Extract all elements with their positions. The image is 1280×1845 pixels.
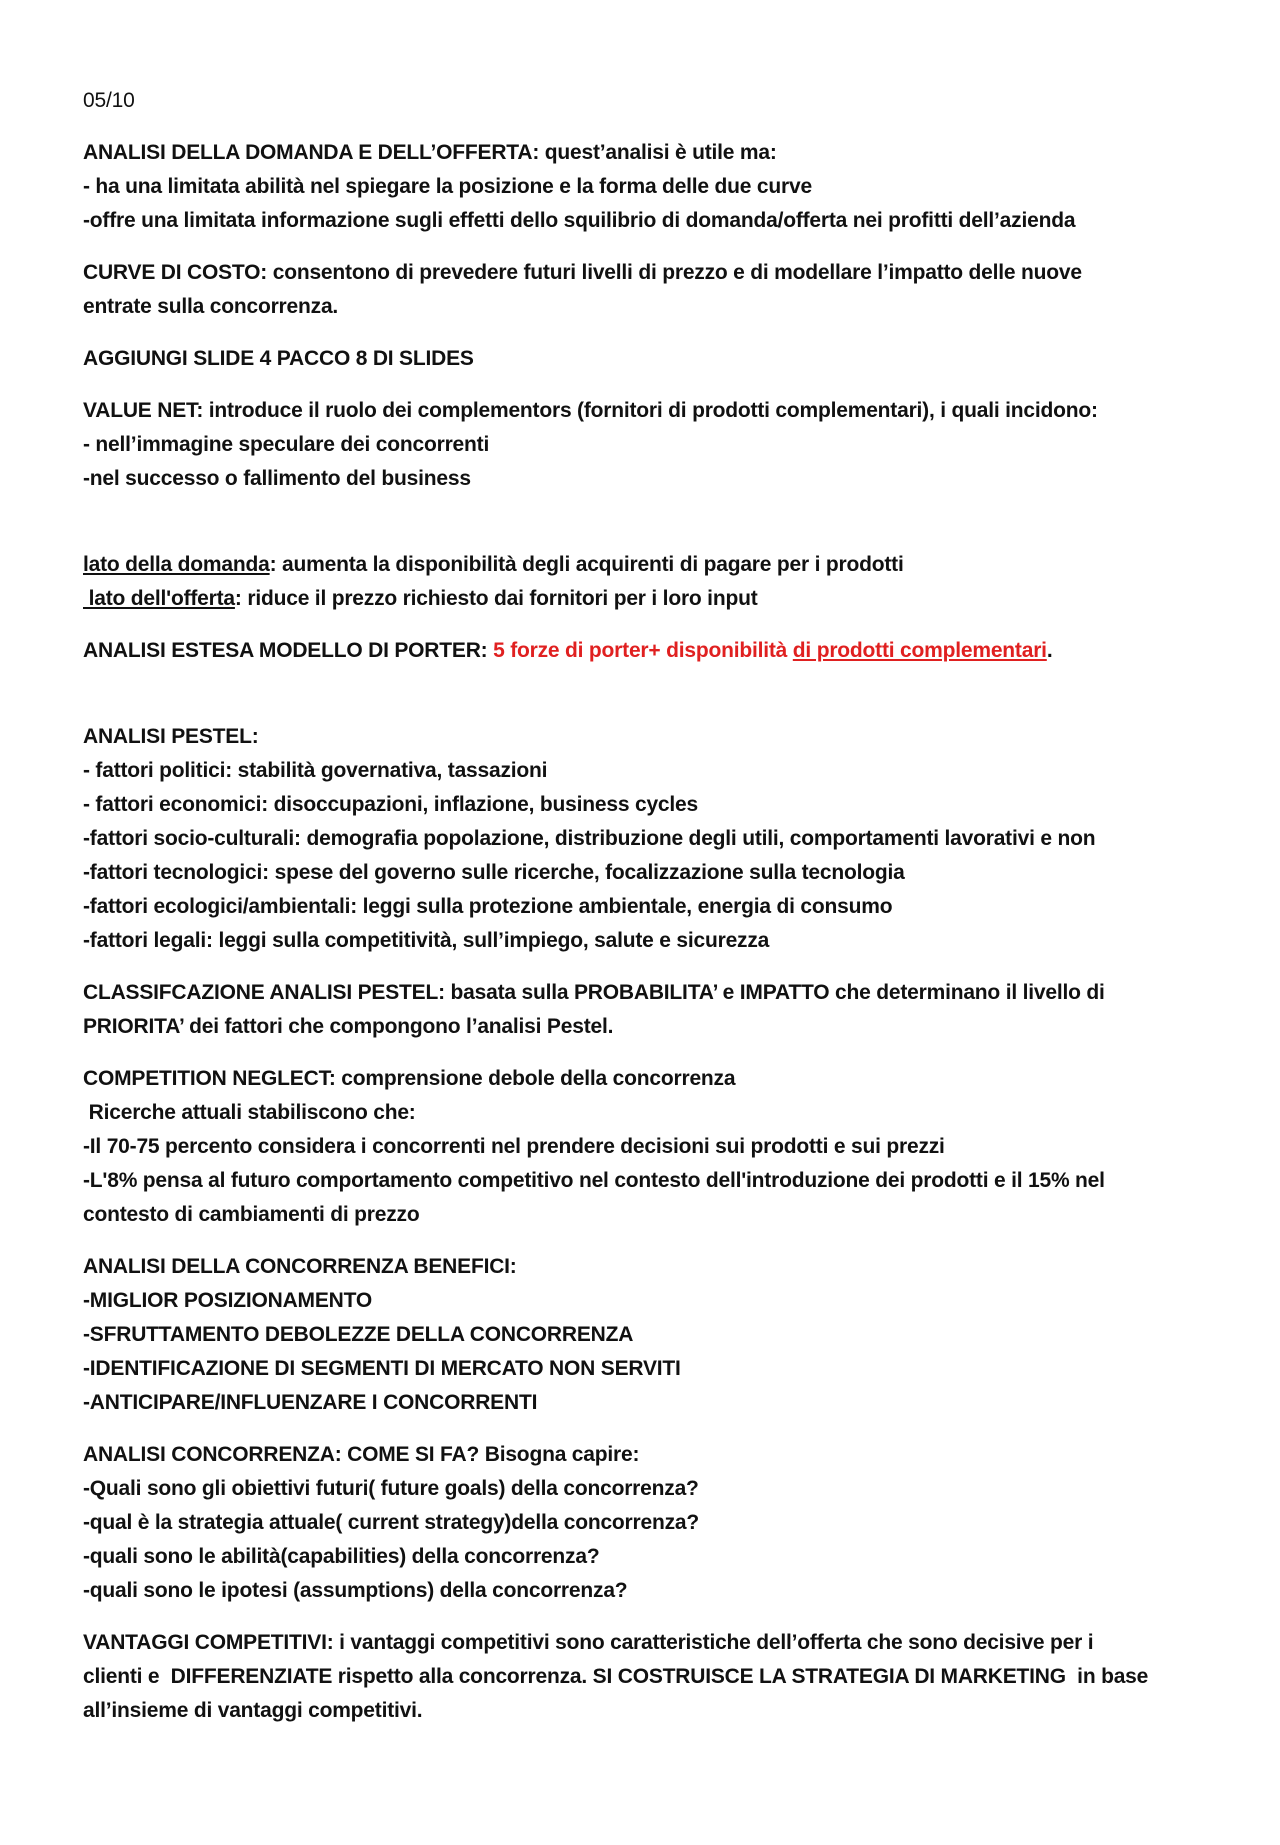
section-vantaggi-competitivi xyxy=(83,1626,1213,1728)
section-curve-di-costo xyxy=(83,256,1213,324)
term-definition: : riduce il prezzo richiesto dai fornitori per i loro input xyxy=(234,587,758,610)
underlined-term: lato dell'offerta xyxy=(83,587,235,610)
document-page xyxy=(83,84,1213,1746)
section-line: -quali sono le abilità(capabilities) della concorrenza? xyxy=(83,1545,600,1568)
section-line: -Quali sono gli obiettivi futuri( future goals) della concorrenza? xyxy=(83,1477,699,1500)
section-porter xyxy=(83,634,1213,668)
section-line: -ANTICIPARE/INFLUENZARE I CONCORRENTI xyxy=(83,1391,538,1414)
underlined-term: lato della domanda xyxy=(83,553,270,576)
section-line: - nell’immagine speculare dei concorrenti xyxy=(83,433,490,456)
section-line: - fattori economici: disoccupazioni, inflazione, business cycles xyxy=(83,793,699,816)
section-pestel xyxy=(83,720,1213,958)
section-line: CURVE DI COSTO: consentono di prevedere futuri livelli di prezzo e di modellare l’impatto delle nuove xyxy=(83,261,1082,284)
section-line: -nel successo o fallimento del business xyxy=(83,467,471,490)
section-line: -fattori socio-culturali: demografia popolazione, distribuzione degli utili, comportamenti lavorativi e non xyxy=(83,827,1096,850)
section-line: ANALISI DELLA DOMANDA E DELL’OFFERTA: quest’analisi è utile ma: xyxy=(83,141,777,164)
section-line: VANTAGGI COMPETITIVI: i vantaggi competitivi sono caratteristiche dell’offerta che sono decisive per i xyxy=(83,1631,1094,1654)
section-line: -fattori tecnologici: spese del governo sulle ricerche, focalizzazione sulla tecnologia xyxy=(83,861,905,884)
section-line: PRIORITA’ dei fattori che compongono l’analisi Pestel. xyxy=(83,1015,614,1038)
section-benefici xyxy=(83,1250,1213,1420)
section-line: Ricerche attuali stabiliscono che: xyxy=(83,1101,416,1124)
section-competition-neglect xyxy=(83,1062,1213,1232)
section-line: -fattori ecologici/ambientali: leggi sulla protezione ambientale, energia di consumo xyxy=(83,895,893,918)
section-line: CLASSIFCAZIONE ANALISI PESTEL: basata sulla PROBABILITA’ e IMPATTO che determinano il livello di xyxy=(83,981,1105,1004)
section-line: -IDENTIFICAZIONE DI SEGMENTI DI MERCATO NON SERVITI xyxy=(83,1357,681,1380)
section-line xyxy=(83,634,1213,668)
porter-highlight: 5 forze di porter+ disponibilità xyxy=(493,639,793,662)
section-line: ANALISI PESTEL: xyxy=(83,725,259,748)
section-aggiungi-slide xyxy=(83,342,1213,376)
section-line: -MIGLIOR POSIZIONAMENTO xyxy=(83,1289,373,1312)
section-line: - ha una limitata abilità nel spiegare la posizione e la forma delle due curve xyxy=(83,175,812,198)
section-line: ANALISI CONCORRENZA: COME SI FA? Bisogna capire: xyxy=(83,1443,640,1466)
section-line: -quali sono le ipotesi (assumptions) della concorrenza? xyxy=(83,1579,628,1602)
section-line: clienti e DIFFERENZIATE rispetto alla concorrenza. SI COSTRUISCE LA STRATEGIA DI MARKETING in base xyxy=(83,1665,1149,1688)
section-line: - fattori politici: stabilità governativa, tassazioni xyxy=(83,759,548,782)
section-line xyxy=(83,548,1213,582)
section-come-si-fa xyxy=(83,1438,1213,1608)
note-date: 05/10 xyxy=(83,89,135,112)
section-line: AGGIUNGI SLIDE 4 PACCO 8 DI SLIDES xyxy=(83,347,474,370)
section-line: -Il 70-75 percento considera i concorrenti nel prendere decisioni sui prodotti e sui prezzi xyxy=(83,1135,945,1158)
section-value-net xyxy=(83,394,1213,496)
section-line: -SFRUTTAMENTO DEBOLEZZE DELLA CONCORRENZA xyxy=(83,1323,634,1346)
section-domanda-offerta xyxy=(83,136,1213,238)
porter-label: ANALISI ESTESA MODELLO DI PORTER: xyxy=(83,639,494,662)
section-line xyxy=(83,582,1213,616)
section-line: -offre una limitata informazione sugli effetti dello squilibrio di domanda/offerta nei profitti dell’azienda xyxy=(83,209,1076,232)
section-classificazione-pestel xyxy=(83,976,1213,1044)
section-line: ANALISI DELLA CONCORRENZA BENEFICI: xyxy=(83,1255,517,1278)
section-line: -fattori legali: leggi sulla competitività, sull’impiego, salute e sicurezza xyxy=(83,929,770,952)
section-lati xyxy=(83,548,1213,616)
section-line: entrate sulla concorrenza. xyxy=(83,295,339,318)
porter-end: . xyxy=(1046,639,1053,662)
section-line: VALUE NET: introduce il ruolo dei complementors (fornitori di prodotti complementari), i quali incidono: xyxy=(83,399,1098,422)
term-definition: : aumenta la disponibilità degli acquirenti di pagare per i prodotti xyxy=(269,553,904,576)
porter-highlight-underlined: di prodotti complementari xyxy=(792,639,1047,662)
section-line: COMPETITION NEGLECT: comprensione debole della concorrenza xyxy=(83,1067,736,1090)
section-line: -qual è la strategia attuale( current strategy)della concorrenza? xyxy=(83,1511,700,1534)
section-line: contesto di cambiamenti di prezzo xyxy=(83,1203,420,1226)
section-line: all’insieme di vantaggi competitivi. xyxy=(83,1699,423,1722)
section-line: -L'8% pensa al futuro comportamento competitivo nel contesto dell'introduzione dei prodotti e il 15% nel xyxy=(83,1169,1105,1192)
